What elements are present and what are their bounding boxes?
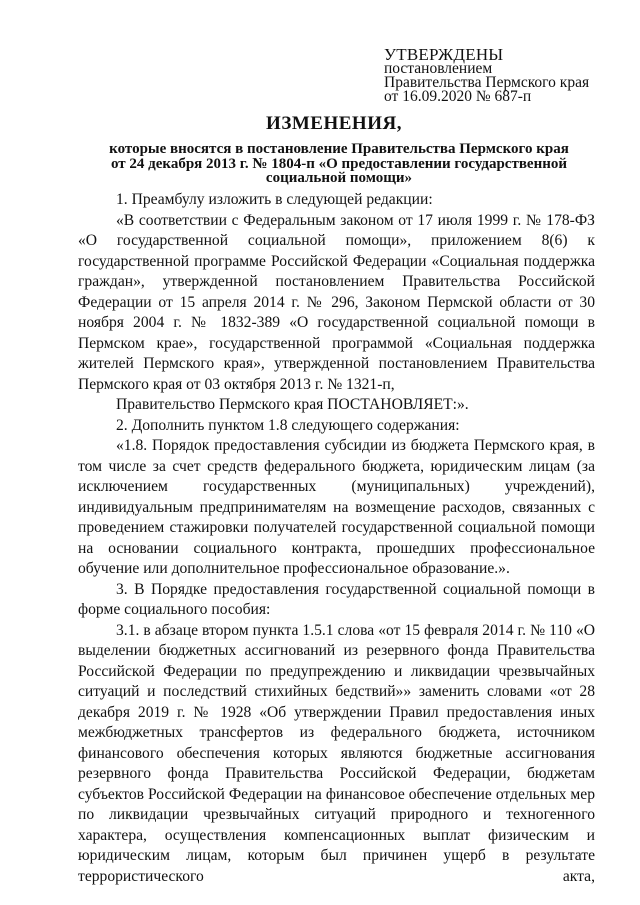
heading-subtitle-line2: от 24 декабря 2013 г. № 1804-п «О предоставлении государственной [110,155,568,172]
approval-line-date: от 16.09.2020 № 687-п [384,88,532,105]
paragraph-6: 3. В Порядке предоставления государственной социальной помощи в форме социального пособия: [78,580,595,618]
paragraph-5: «1.8. Порядок предоставления субсидии из бюджета Пермского края, в том числе за счет средств федерального бюджета, юридическим лицам (за исключением государственных (муниципальных) учреждений), индивидуальным предпринимателям на возмещение расходов, связанных с проведением стажировки получателей государственной социальной помощи на основании социального контракта, прошедших профессиональное обучение или дополнительное профессиональное образование.». [78,437,595,577]
heading-subtitle-line3: социальной помощи» [265,170,413,186]
paragraph-2: «В соответствии с Федеральным законом от 17 июля 1999 г. № 178-ФЗ «О государственной социальной помощи», приложением 8(6) к государственной программе Российской Федерации «Социальная поддержка граждан», утвержденной постановлением Правительства Российской Федерации от 15 апреля 2014 г. № 296, Законом Пермской области от 30 ноября 2004 г. № 1832-389 «О государственной социальной помощи в Пермском крае», государственной программой «Социальная поддержка жителей Пермского края», утвержденной постановлением Правительства Пермского края от 03 октября 2013 г. № 1321-п, [78,211,595,393]
document-heading [0,112,640,186]
heading-subtitle-line1: которые вносятся в постановление Правительства Пермского края [109,141,569,157]
approval-title: УТВЕРЖДЕНЫ [384,45,504,64]
paragraph-4: 2. Дополнить пунктом 1.8 следующего содержания: [116,416,460,434]
paragraph-7: 3.1. в абзаце втором пункта 1.5.1 слова «от 15 февраля 2014 г. № 110 «О выделении бюджетных ассигнований из резервного фонда Правительства Российской Федерации по предупреждению и ликвидации чрезвычайных ситуаций и последствий стихийных бедствий»» заменить словами «от 28 декабря 2019 г. № 1928 «Об утверждении Правил предоставления иных межбюджетных трансфертов из федерального бюджета, источником финансового обеспечения которых являются бюджетные ассигнования резервного фонда Правительства Российской Федерации, бюджетам субъектов Российской Федерации на финансовое обеспечение отдельных мер по ликвидации чрезвычайных ситуаций природного и техногенного характера, осуществления компенсационных выплат физическим и юридическим лицам, которым был причинен ущерб в результате террористического акта, [78,621,595,885]
paragraph-3: Правительство Пермского края ПОСТАНОВЛЯЕТ:». [116,396,469,413]
approval-line-decree: постановлением [384,60,493,77]
heading-subtitle [38,142,640,186]
approval-line-government: Правительства Пермского края [384,74,590,91]
document-body [78,190,595,887]
paragraph-1: 1. Преамбулу изложить в следующей редакции: [116,191,433,208]
heading-title: ИЗМЕНЕНИЯ, [266,113,402,134]
approval-stamp [384,45,590,105]
